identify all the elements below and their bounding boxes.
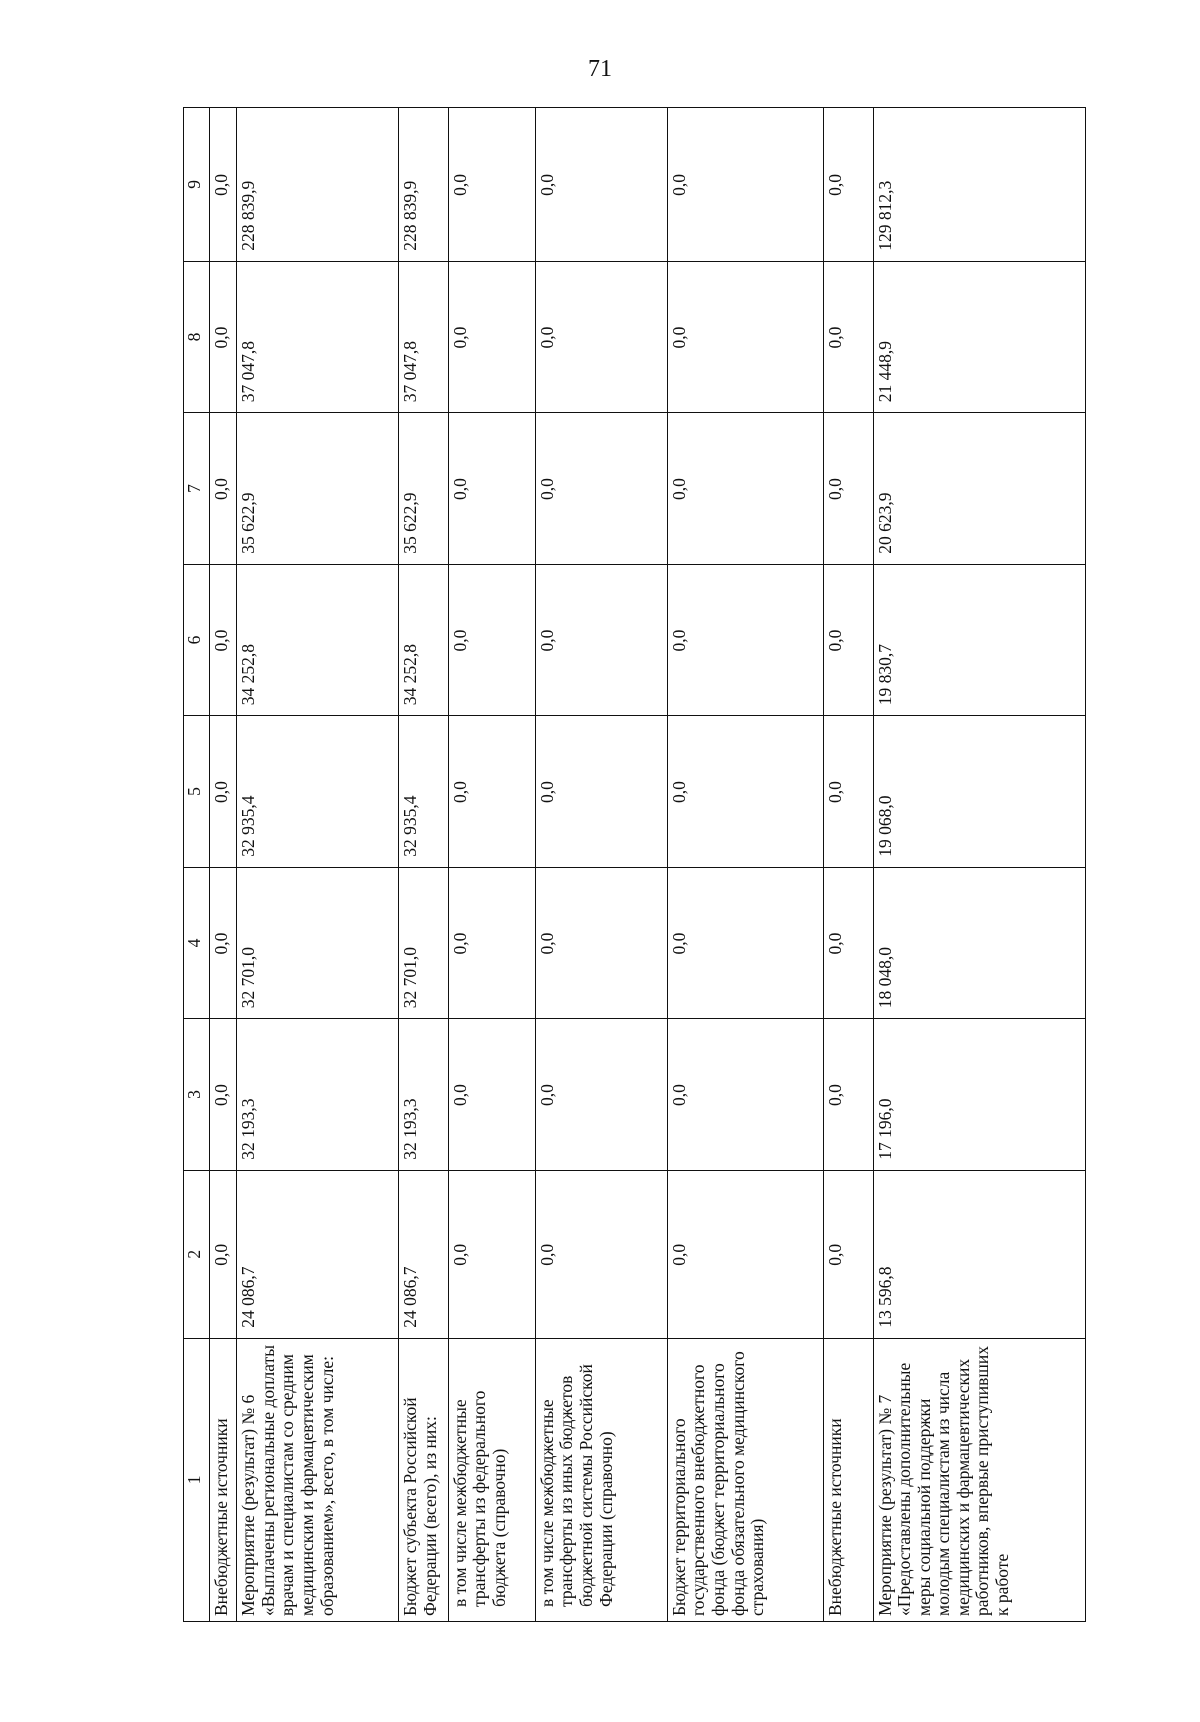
table-cell: 32 193,3 — [399, 1019, 448, 1171]
table-cell: 0,0 — [535, 108, 667, 262]
table-cell: 0,0 — [535, 867, 667, 1019]
table-cell: 37 047,8 — [237, 261, 399, 413]
table-cell: 0,0 — [448, 261, 535, 413]
column-header: 5 — [184, 716, 210, 868]
table-cell: 0,0 — [824, 1019, 873, 1171]
table-cell: 32 701,0 — [399, 867, 448, 1019]
table-cell: 0,0 — [209, 867, 236, 1019]
column-header: 4 — [184, 867, 210, 1019]
header-row — [184, 108, 210, 1622]
table-cell: 0,0 — [209, 413, 236, 565]
table-cell: 0,0 — [209, 1170, 236, 1338]
table-cell: 0,0 — [448, 867, 535, 1019]
table-cell: 0,0 — [209, 1019, 236, 1171]
table-cell: 32 701,0 — [237, 867, 399, 1019]
table-cell: 228 839,9 — [399, 108, 448, 262]
table-cell: 0,0 — [535, 261, 667, 413]
table-cell: 17 196,0 — [873, 1019, 1085, 1171]
table-cell: 0,0 — [535, 1170, 667, 1338]
table-cell: 35 622,9 — [237, 413, 399, 565]
table-cell: 0,0 — [667, 1170, 824, 1338]
table-cell: 0,0 — [667, 867, 824, 1019]
table-cell: 0,0 — [535, 716, 667, 868]
table-cell: 13 596,8 — [873, 1170, 1085, 1338]
row-label: Внебюджетные источники — [824, 1338, 873, 1621]
column-header: 8 — [184, 261, 210, 413]
column-header: 6 — [184, 564, 210, 716]
table-cell: 0,0 — [667, 261, 824, 413]
table-row — [399, 108, 448, 1622]
table-cell: 32 935,4 — [399, 716, 448, 868]
table-cell: 0,0 — [535, 413, 667, 565]
table-cell: 34 252,8 — [237, 564, 399, 716]
table-cell: 0,0 — [448, 716, 535, 868]
table-cell: 0,0 — [824, 261, 873, 413]
table-row — [237, 108, 399, 1622]
table-cell: 0,0 — [824, 564, 873, 716]
table-cell: 0,0 — [209, 564, 236, 716]
table-cell: 0,0 — [448, 413, 535, 565]
table-cell: 24 086,7 — [237, 1170, 399, 1338]
row-label: в том числе межбюджетные трансферты из иных бюджетов бюджетной системы Российской Федерации (справочно) — [535, 1338, 667, 1621]
table-cell: 0,0 — [824, 867, 873, 1019]
table-cell: 0,0 — [824, 413, 873, 565]
row-label: Бюджет субъекта Российской Федерации (всего), из них: — [399, 1338, 448, 1621]
table-cell: 0,0 — [209, 261, 236, 413]
table-cell: 19 068,0 — [873, 716, 1085, 868]
row-label: Бюджет территориального государственного внебюджетного фонда (бюджет территориального фонда обязательного медицинского страхования) — [667, 1338, 824, 1621]
table-cell: 0,0 — [824, 1170, 873, 1338]
column-header: 1 — [184, 1338, 210, 1621]
table-cell: 0,0 — [824, 716, 873, 868]
page-number: 71 — [588, 56, 612, 82]
table-cell: 0,0 — [448, 108, 535, 262]
table-row — [448, 108, 535, 1622]
table-cell: 21 448,9 — [873, 261, 1085, 413]
table-cell: 0,0 — [667, 1019, 824, 1171]
table-row — [824, 108, 873, 1622]
table-cell: 0,0 — [209, 716, 236, 868]
row-label: Мероприятие (результат) № 6 «Выплачены региональные доплаты врачам и специалистам со средним медицинским и фармацевтическим образованием», всего, в том числе: — [237, 1338, 399, 1621]
table-cell: 0,0 — [824, 108, 873, 262]
budget-table — [183, 107, 1086, 1622]
table-cell: 35 622,9 — [399, 413, 448, 565]
table-cell: 19 830,7 — [873, 564, 1085, 716]
rotated-table-container — [183, 107, 1086, 1622]
table-cell: 0,0 — [667, 108, 824, 262]
table-cell: 0,0 — [535, 564, 667, 716]
row-label: в том числе межбюджетные трансферты из федерального бюджета (справочно) — [448, 1338, 535, 1621]
row-label: Мероприятие (результат) № 7 «Предоставлены дополнительные меры социальной поддержки молодым специалистам из числа медицинских и фармацевтических работников, впервые приступивших к работе — [873, 1338, 1085, 1621]
table-cell: 32 193,3 — [237, 1019, 399, 1171]
table-cell: 0,0 — [448, 1170, 535, 1338]
table-cell: 0,0 — [448, 1019, 535, 1171]
table-cell: 0,0 — [667, 716, 824, 868]
table-cell: 24 086,7 — [399, 1170, 448, 1338]
column-header: 7 — [184, 413, 210, 565]
table-cell: 32 935,4 — [237, 716, 399, 868]
table-cell: 0,0 — [667, 564, 824, 716]
table-cell: 34 252,8 — [399, 564, 448, 716]
table-row — [667, 108, 824, 1622]
table-cell: 228 839,9 — [237, 108, 399, 262]
row-label: Внебюджетные источники — [209, 1338, 236, 1621]
table-cell: 0,0 — [209, 108, 236, 262]
column-header: 9 — [184, 108, 210, 262]
table-cell: 0,0 — [448, 564, 535, 716]
table-cell: 37 047,8 — [399, 261, 448, 413]
table-row — [535, 108, 667, 1622]
table-cell: 18 048,0 — [873, 867, 1085, 1019]
column-header: 2 — [184, 1170, 210, 1338]
table-cell: 0,0 — [667, 413, 824, 565]
table-cell: 129 812,3 — [873, 108, 1085, 262]
column-header: 3 — [184, 1019, 210, 1171]
table-cell: 0,0 — [535, 1019, 667, 1171]
table-row — [209, 108, 236, 1622]
table-cell: 20 623,9 — [873, 413, 1085, 565]
table-row — [873, 108, 1085, 1622]
